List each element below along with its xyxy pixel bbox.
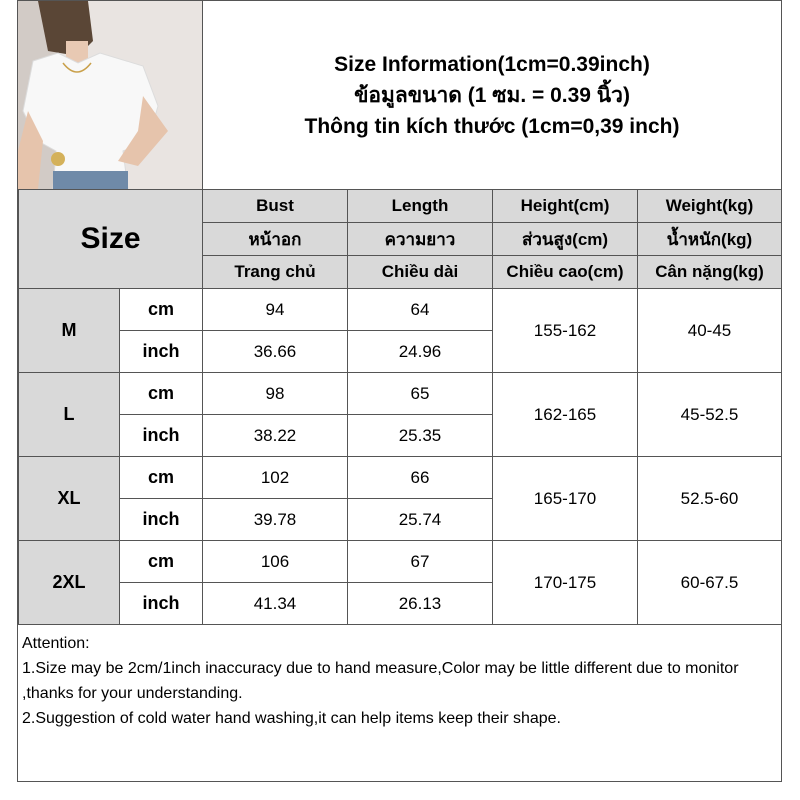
unit-cell: inch <box>120 583 203 625</box>
column-header-height: Height(cm) <box>493 190 638 223</box>
column-header-weight: Weight(kg) <box>638 190 782 223</box>
attention-item-1: 1.Size may be 2cm/1inch inaccuracy due to hand measure,Color may be little different due to monitor ,thanks for your understanding. <box>22 660 739 702</box>
column-header-bust: Bust <box>203 190 348 223</box>
header-line-thai: ข้อมูลขนาด (1 ซม. = 0.39 นิ้ว) <box>354 83 630 107</box>
column-header-height-thai: ส่วนสูง(cm) <box>493 223 638 256</box>
attention-title: Attention: <box>22 635 90 652</box>
length-cell: 64 <box>348 289 493 331</box>
table-row <box>19 457 782 499</box>
bust-cell: 98 <box>203 373 348 415</box>
column-header-bust-thai: หน้าอก <box>203 223 348 256</box>
unit-cell: cm <box>120 289 203 331</box>
bust-cell: 102 <box>203 457 348 499</box>
table-row <box>19 289 782 331</box>
bust-cell: 106 <box>203 541 348 583</box>
weight-cell: 45-52.5 <box>638 373 782 457</box>
product-photo <box>18 1 203 189</box>
size-column-header: Size <box>19 190 203 289</box>
size-cell: M <box>19 289 120 373</box>
table-row <box>19 373 782 415</box>
attention-item-2: 2.Suggestion of cold water hand washing,it can help items keep their shape. <box>22 710 561 727</box>
column-header-length: Length <box>348 190 493 223</box>
bust-cell: 36.66 <box>203 331 348 373</box>
weight-cell: 60-67.5 <box>638 541 782 625</box>
height-cell: 162-165 <box>493 373 638 457</box>
bust-cell: 38.22 <box>203 415 348 457</box>
unit-cell: inch <box>120 499 203 541</box>
weight-cell: 52.5-60 <box>638 457 782 541</box>
header-line-vietnamese: Thông tin kích thước (1cm=0,39 inch) <box>304 114 680 138</box>
length-cell: 24.96 <box>348 331 493 373</box>
column-header-height-vietnamese: Chiều cao(cm) <box>493 256 638 289</box>
size-cell: L <box>19 373 120 457</box>
unit-cell: cm <box>120 457 203 499</box>
column-header-length-thai: ความยาว <box>348 223 493 256</box>
length-cell: 67 <box>348 541 493 583</box>
attention-notes <box>18 628 781 782</box>
bust-cell: 94 <box>203 289 348 331</box>
bust-cell: 39.78 <box>203 499 348 541</box>
size-cell: 2XL <box>19 541 120 625</box>
size-cell: XL <box>19 457 120 541</box>
unit-cell: inch <box>120 415 203 457</box>
weight-cell: 40-45 <box>638 289 782 373</box>
unit-cell: cm <box>120 541 203 583</box>
height-cell: 170-175 <box>493 541 638 625</box>
column-header-weight-thai: น้ำหนัก(kg) <box>638 223 782 256</box>
header-line-english: Size Information(1cm=0.39inch) <box>334 52 650 76</box>
column-header-weight-vietnamese: Cân nặng(kg) <box>638 256 782 289</box>
table-header-row <box>19 190 782 223</box>
size-information-header <box>203 1 781 189</box>
height-cell: 155-162 <box>493 289 638 373</box>
size-table <box>18 189 782 625</box>
bust-cell: 41.34 <box>203 583 348 625</box>
unit-cell: cm <box>120 373 203 415</box>
length-cell: 26.13 <box>348 583 493 625</box>
length-cell: 66 <box>348 457 493 499</box>
table-row <box>19 541 782 583</box>
length-cell: 25.35 <box>348 415 493 457</box>
height-cell: 165-170 <box>493 457 638 541</box>
size-chart <box>17 0 782 782</box>
column-header-length-vietnamese: Chiều dài <box>348 256 493 289</box>
length-cell: 65 <box>348 373 493 415</box>
length-cell: 25.74 <box>348 499 493 541</box>
column-header-bust-vietnamese: Trang chủ <box>203 256 348 289</box>
unit-cell: inch <box>120 331 203 373</box>
